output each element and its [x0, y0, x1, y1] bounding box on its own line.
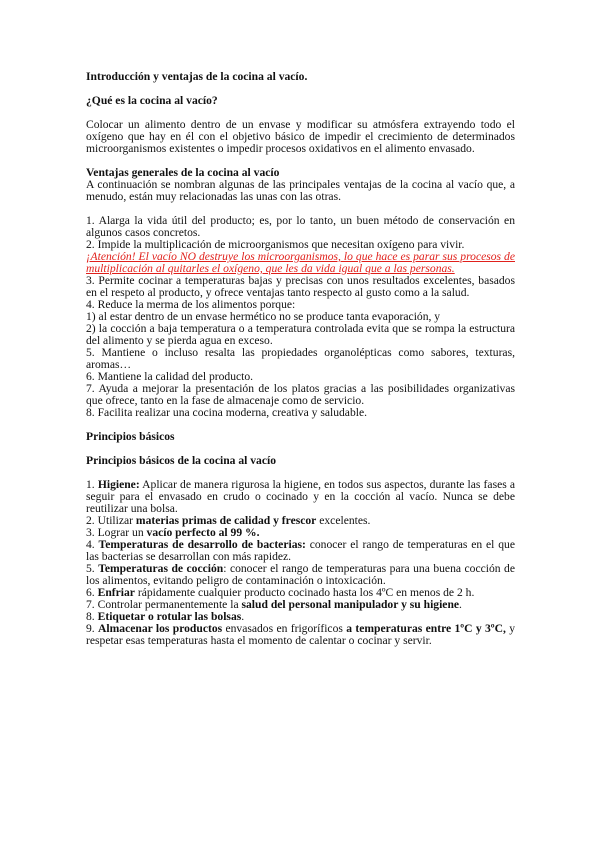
advantage-subitem: 1) al estar dentro de un envase hermético no se produce tanta evaporación, y	[86, 310, 441, 323]
warning-note: ¡Atención! El vacío NO destruye los microorganismos, lo que hace es parar sus procesos de multiplicación al quitarles el oxígeno, que les da vida igual que a las personas.	[86, 250, 515, 275]
advantage-item: 8. Facilita realizar una cocina moderna, creativa y saludable.	[86, 406, 368, 419]
principle-item: 6. Enfriar rápidamente cualquier producto cocinado hasta los 4ºC en menos de 2 h.	[86, 586, 475, 599]
principles-heading: Principios básicos	[86, 430, 175, 443]
advantage-item: 4. Reduce la merma de los alimentos porque:	[86, 298, 296, 311]
advantage-item: 6. Mantiene la calidad del producto.	[86, 370, 254, 383]
document-title: Introducción y ventajas de la cocina al vacío.	[86, 70, 308, 83]
principles-subheading: Principios básicos de la cocina al vacío	[86, 454, 277, 467]
document-body	[86, 71, 515, 647]
principle-item: 4. Temperaturas de desarrollo de bacterias: conocer el rango de temperaturas en el que las bacterias se desarrollan con más rapidez.	[86, 538, 515, 563]
intro-paragraph: Colocar un alimento dentro de un envase y modificar su atmósfera extrayendo todo el oxígeno que hay en él con el objetivo básico de impedir el crecimiento de determinados microorganismos existentes o impedir procesos oxidativos en el alimento envasado.	[86, 118, 515, 155]
principle-item: 1. Higiene: Aplicar de manera rigurosa la higiene, en todos sus aspectos, durante las fases a seguir para el envasado en crudo o cocinado y en la cocción al vacío. Nunca se debe reutilizar una bolsa.	[86, 478, 516, 515]
advantage-item: 7. Ayuda a mejorar la presentación de los platos gracias a las posibilidades organizativas que ofrece, tanto en la fase de almacenaje como de servicio.	[86, 382, 515, 407]
advantage-item: 5. Mantiene o incluso resalta las propiedades organolépticas como sabores, texturas, aromas…	[86, 346, 515, 371]
advantage-item: 3. Permite cocinar a temperaturas bajas y precisas con unos resultados excelentes, basados en el respeto al producto, y ofrece ventajas tanto respecto al gusto como a la salud.	[86, 274, 515, 299]
principle-item: 2. Utilizar materias primas de calidad y frescor excelentes.	[86, 514, 371, 527]
principle-item: 9. Almacenar los productos envasados en frigoríficos a temperaturas entre 1ºC y 3ºC, y respetar esas temperaturas hasta el momento de calentar o cocinar y servir.	[86, 622, 516, 647]
principle-item: 5. Temperaturas de cocción: conocer el rango de temperaturas para una buena cocción de los alimentos, evitando peligro de contaminación o intoxicación.	[86, 562, 515, 587]
advantage-subitem: 2) la cocción a baja temperatura o a temperatura controlada evita que se rompa la estructura del alimento y se pierda agua en exceso.	[86, 322, 515, 347]
advantage-item: 2. Impide la multiplicación de microorganismos que necesitan oxígeno para vivir.	[86, 238, 465, 251]
principle-item: 7. Controlar permanentemente la salud del personal manipulador y su higiene.	[86, 598, 462, 611]
principle-item: 3. Lograr un vacío perfecto al 99 %.	[86, 526, 260, 539]
question-heading: ¿Qué es la cocina al vacío?	[86, 94, 218, 107]
advantages-heading: Ventajas generales de la cocina al vacío	[86, 166, 280, 179]
principle-item: 8. Etiquetar o rotular las bolsas.	[86, 610, 245, 623]
advantage-item: 1. Alarga la vida útil del producto; es, por lo tanto, un buen método de conservación en algunos casos concretos.	[86, 214, 515, 239]
advantages-intro: A continuación se nombran algunas de las principales ventajas de la cocina al vacío que, a menudo, están muy relacionadas las unas con las otras.	[86, 178, 515, 203]
